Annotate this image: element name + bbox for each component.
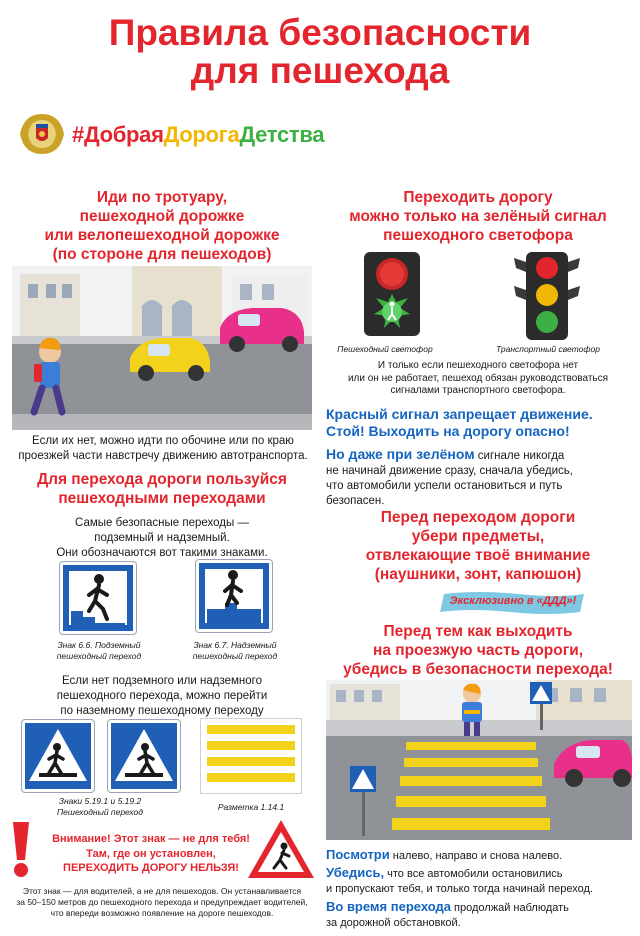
street-scene-illustration [12,266,312,430]
exclusive-label: Эксклюзивно в «ДДД»! [449,595,577,607]
zebra-marking [200,718,302,794]
green-signal-text: Но даже при зелёном сигнале никогда не начинай движение сразу, сначала убедись, что автомобили успели остановиться и путь безопасен. [326,446,573,507]
exclamation-icon [10,820,32,878]
overhead-sign-caption: Знак 6.7. Надземный пешеходный переход [192,640,278,661]
ensure-emphasis: Убедись, [326,865,385,880]
pedestrian-light-caption: Пешеходный светофор [337,344,433,354]
crossing-signs-caption: Знаки 5.19.1 и 5.19.2 Пешеходный переход [57,796,143,817]
marking-caption: Разметка 1.14.1 [217,802,285,812]
hashtag [72,122,324,148]
traffic-light-caption: Транспортный светофор [495,344,601,354]
exclusive-banner [438,590,588,616]
during-emphasis: Во время перехода [326,899,451,914]
red-signal-warning: Красный сигнал запрещает движение. Стой! Выходить на дорогу опасно! [326,406,593,439]
safety-during-text: Во время перехода продолжай наблюдать за дорожной обстановкой. [326,899,569,929]
look-emphasis: Посмотри [326,847,390,862]
underground-sign-caption: Знак 6.6. Подземный пешеходный переход [56,640,142,661]
crossing-text: Самые безопасные переходы — подземный и надземный. Они обозначаются вот такими знаками. [56,517,268,559]
items-heading: Перед переходом дороги убери предметы, отвлекающие твоё внимание (наушники, зонт, капюшон) [365,509,591,583]
pedestrian-crossing-sign-left [22,720,94,792]
pedestrian-crossing-sign-right [108,720,180,792]
lights-heading: Переходить дорогу можно только на зелёный сигнал пешеходного светофора [349,189,607,244]
safety-ensure-text: Убедись, что все автомобили остановились и пропускают тебя, и только тогда начинай переход. [326,865,593,895]
crossing-scene-illustration [326,680,632,840]
lights-note: И только если пешеходного светофора нет или он не работает, пешеход обязан руководствоваться сигналами транспортного светофора. [347,360,609,396]
hashtag-sign: # [72,122,84,147]
hashtag-word-1: Добрая [83,122,164,147]
page-subtitle: для пешехода [190,50,450,91]
warning-text: Внимание! Этот знак — не для тебя! Там, где он установлен, ПЕРЕХОДИТЬ ДОРОГУ НЕЛЬЗЯ! [52,833,250,874]
ground-crossing-text: Если нет подземного или надземного пешеходного перехода, можно перейти по наземному пешеходному переходу [56,675,268,717]
children-warning-sign [246,818,316,880]
vehicle-traffic-light [512,250,582,342]
green-signal-emphasis: Но даже при зелёном [326,446,475,462]
hashtag-word-3: Детства [239,122,325,147]
safety-look-text: Посмотри налево, направо и снова налево. [326,847,563,862]
warning-footnote: Этот знак — для водителей, а не для пешеходов. Он устанавливается за 50–150 метров до пешеходного перехода и предупреждает водителей, что впереди возможно появление на дороге пешеходов. [16,886,308,918]
pedestrian-traffic-light [352,250,432,340]
police-emblem [16,110,68,158]
sidewalk-note: Если их нет, можно идти по обочине или по краю проезжей части навстречу движению автотранспорта. [18,435,308,462]
sidewalk-heading: Иди по тротуару, пешеходной дорожке или велопешеходной дорожке (по стороне для пешеходов) [44,189,280,263]
hashtag-word-2: Дорога [163,122,240,147]
overhead-crossing-sign [196,560,272,632]
underground-crossing-sign [60,562,136,634]
crossing-heading: Для перехода дороги пользуйся пешеходными переходами [37,471,287,507]
safety-heading: Перед тем как выходить на проезжую часть дороги, убедись в безопасности перехода! [343,623,613,678]
page-title: Правила безопасности [108,12,532,53]
